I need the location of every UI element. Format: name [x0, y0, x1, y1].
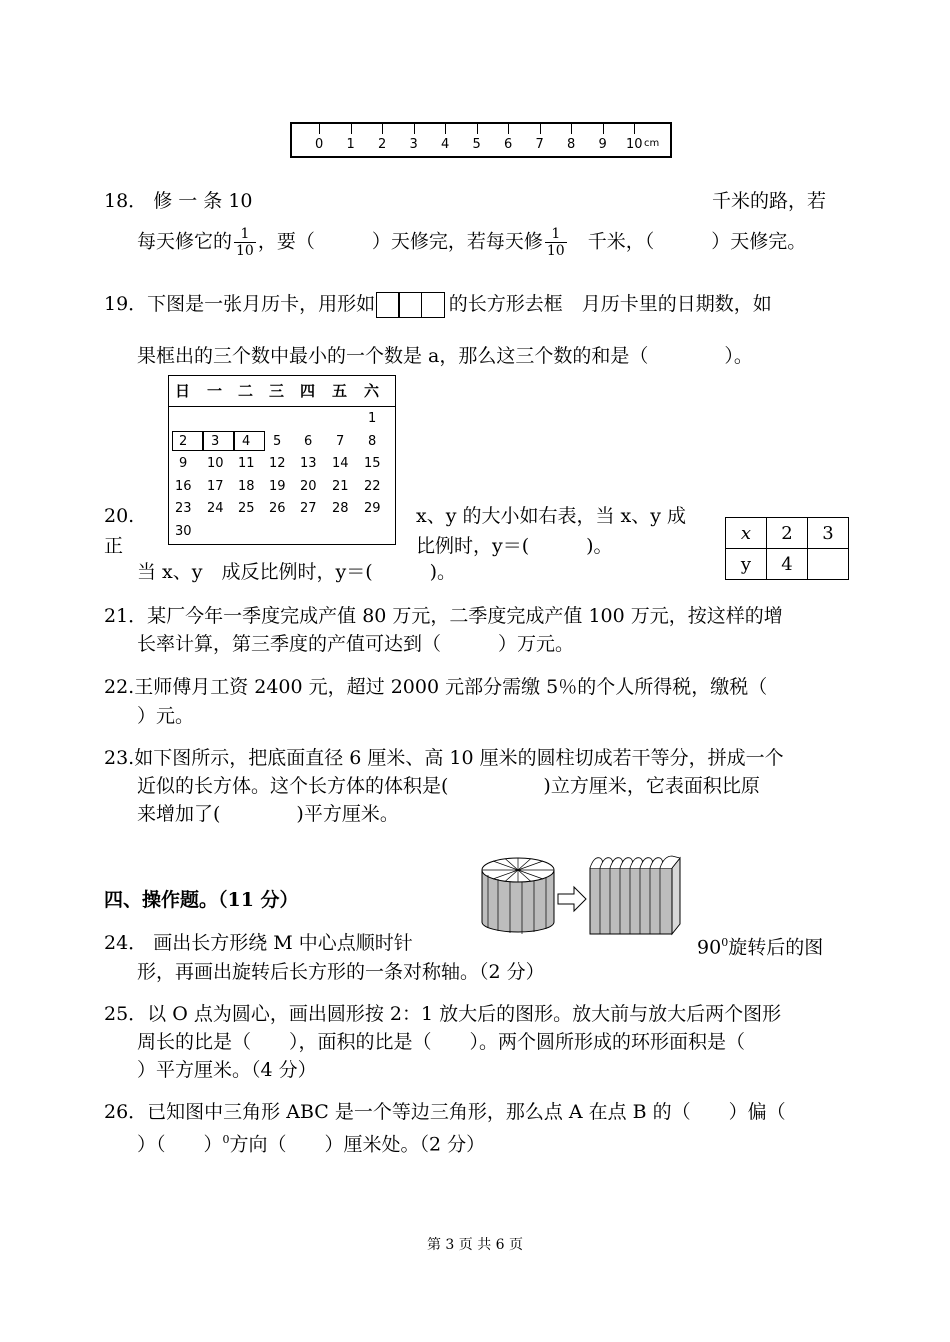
ruler-tick — [319, 124, 320, 134]
calendar-date: 6 — [304, 433, 313, 449]
calendar-date: 3 — [211, 433, 220, 449]
cylinder-to-cuboid-figure — [476, 850, 690, 938]
calendar-weekday: 日 — [175, 382, 191, 400]
q18-line2: 每天修它的 $\frac{1}{10}$ ，要（ ）天修完，若每天修 $\frac{1}{10}$ 千米，（ ）天修完。 — [137, 226, 807, 259]
q20-line2: 比例时，y＝( )。 — [416, 535, 613, 557]
q20-line3: 当 x、y 成反比例时，y＝( )。 — [137, 561, 457, 583]
ruler-unit: cm — [644, 138, 660, 149]
calendar-date: 1 — [368, 411, 377, 426]
calendar-date: 12 — [269, 456, 286, 471]
xy-cell: 4 — [767, 549, 808, 580]
calendar-date: 16 — [175, 478, 192, 494]
xy-cell: x — [726, 518, 767, 549]
calendar-weekday: 五 — [332, 382, 348, 400]
q25-line3: ）平方厘米。（4 分） — [137, 1059, 317, 1081]
q19-line2: 果框出的三个数中最小的一个数是 a，那么这三个数的和是（ ）。 — [137, 345, 753, 367]
q22-line1: 22.王师傅月工资 2400 元，超过 2000 元部分需缴 5％的个人所得税，缴税（ — [104, 676, 768, 698]
calendar-selection-box — [234, 431, 265, 451]
calendar-date: 27 — [300, 501, 317, 516]
q23-line1: 23.如下图所示，把底面直径 6 厘米、高 10 厘米的圆柱切成若干等分，拼成一个 — [104, 747, 784, 769]
three-box-frame-icon — [377, 290, 445, 318]
ruler-label: 8 — [567, 137, 576, 152]
ruler-label: 10 — [626, 137, 643, 152]
xy-cell: 2 — [767, 518, 808, 549]
xy-cell: y — [726, 549, 767, 580]
calendar-date: 17 — [207, 478, 224, 494]
q23-line2: 近似的长方体。这个长方体的体积是( )立方厘米，它表面积比原 — [137, 775, 760, 797]
calendar-date: 13 — [300, 456, 317, 471]
calendar-date: 25 — [238, 501, 255, 516]
ruler-tick — [571, 124, 572, 134]
ruler-label: 1 — [346, 137, 355, 152]
ruler-tick — [445, 124, 446, 134]
right-arrow-icon — [558, 887, 586, 911]
q24-line1-start: 24． 画出长方形绕 M 中心点顺时针 — [104, 932, 413, 954]
page-footer: 第 3 页 共 6 页 — [426, 1237, 524, 1253]
calendar-date: 29 — [364, 501, 381, 516]
ruler-tick — [634, 124, 635, 134]
calendar-date: 7 — [336, 433, 345, 449]
q18-line1-end: 千米的路，若 — [712, 190, 827, 212]
calendar-weekday: 二 — [238, 382, 254, 400]
calendar-date: 18 — [238, 478, 255, 494]
calendar-date: 26 — [269, 501, 286, 516]
q25-line2: 周长的比是（ ），面积的比是（ ）。两个圆所形成的环形面积是（ — [137, 1031, 746, 1053]
calendar-date: 9 — [179, 456, 188, 471]
calendar-date: 14 — [332, 456, 349, 471]
ruler-tick — [351, 124, 352, 134]
q19-line1: 19．下图是一张月历卡，用形如 的长方形去框 月历卡里的日期数，如 — [104, 290, 772, 318]
q21-line2: 长率计算，第三季度的产值可达到（ ）万元。 — [137, 633, 575, 655]
xy-cell: 3 — [808, 518, 849, 549]
ruler-label: 4 — [441, 137, 450, 152]
cylinder-icon — [482, 858, 554, 934]
ruler-label: 5 — [472, 137, 481, 152]
calendar-weekday: 一 — [207, 382, 223, 400]
calendar-date: 22 — [364, 478, 381, 494]
calendar-selection-box — [203, 431, 234, 451]
calendar-card — [168, 375, 396, 545]
calendar-weekday: 六 — [364, 382, 380, 400]
ruler-label: 0 — [315, 137, 324, 152]
calendar-date: 11 — [238, 456, 255, 471]
ruler-tick — [540, 124, 541, 134]
q26-line1: 26．已知图中三角形 ABC 是一个等边三角形，那么点 A 在点 B 的（ ）偏（ — [104, 1101, 786, 1123]
q23-line3: 来增加了( )平方厘米。 — [137, 803, 399, 825]
ruler-label: 9 — [598, 137, 607, 152]
fraction-1-10-b: $\frac{1}{10}$ — [546, 226, 565, 259]
ruler-label: 2 — [378, 137, 387, 152]
xy-table-row — [726, 549, 849, 580]
calendar-date: 19 — [269, 478, 286, 494]
xy-table — [725, 517, 849, 580]
calendar-date: 4 — [242, 433, 251, 449]
ruler-tick — [382, 124, 383, 134]
q20-zheng: 正 — [104, 535, 124, 557]
calendar-date: 23 — [175, 501, 192, 516]
ruler-tick — [603, 124, 604, 134]
ruler-tick — [477, 124, 478, 134]
q22-line2: ）元。 — [137, 705, 195, 727]
calendar-date: 10 — [207, 456, 224, 471]
calendar-date: 28 — [332, 501, 349, 516]
calendar-header — [169, 376, 395, 407]
q24-line1-end: $90^0$旋转后的图 — [697, 936, 824, 959]
calendar-date: 15 — [364, 456, 381, 471]
ruler-figure — [290, 122, 672, 158]
q18-line1-start: 18． 修 一 条 10 — [104, 190, 253, 212]
calendar-date: 30 — [175, 523, 192, 539]
calendar-selection-box — [172, 431, 203, 451]
q21-line1: 21．某厂今年一季度完成产值 80 万元，二季度完成产值 100 万元，按这样的增 — [104, 605, 783, 627]
calendar-date: 20 — [300, 478, 317, 494]
calendar-date: 24 — [207, 501, 224, 516]
ruler-tick — [508, 124, 509, 134]
calendar-weekday: 三 — [269, 382, 285, 400]
q20-line1: x、y 的大小如右表，当 x、y 成 — [416, 505, 687, 527]
calendar-date: 21 — [332, 478, 349, 494]
fraction-1-10: $\frac{1}{10}$ — [236, 226, 254, 259]
q25-line1: 25．以 O 点为圆心，画出圆形按 2：1 放大后的图形。放大前与放大后两个图形 — [104, 1003, 782, 1025]
calendar-date: 5 — [273, 433, 282, 449]
xy-cell — [808, 549, 849, 580]
ruler-label: 3 — [409, 137, 418, 152]
ruler-tick — [414, 124, 415, 134]
q20-number: 20. — [104, 505, 135, 527]
calendar-date: 2 — [179, 433, 188, 449]
calendar-weekday: 四 — [300, 382, 316, 400]
section-title: 四、操作题。（11 分） — [104, 889, 299, 911]
cuboid-icon — [590, 856, 680, 934]
xy-table-row — [726, 518, 849, 549]
q24-line2: 形，再画出旋转后长方形的一条对称轴。（2 分） — [137, 961, 545, 983]
q26-line2: ）（ ）$^0$方向（ ）厘米处。（2 分） — [137, 1133, 486, 1156]
ruler-label: 6 — [504, 137, 513, 152]
ruler-label: 7 — [535, 137, 544, 152]
calendar-date: 8 — [368, 433, 377, 449]
